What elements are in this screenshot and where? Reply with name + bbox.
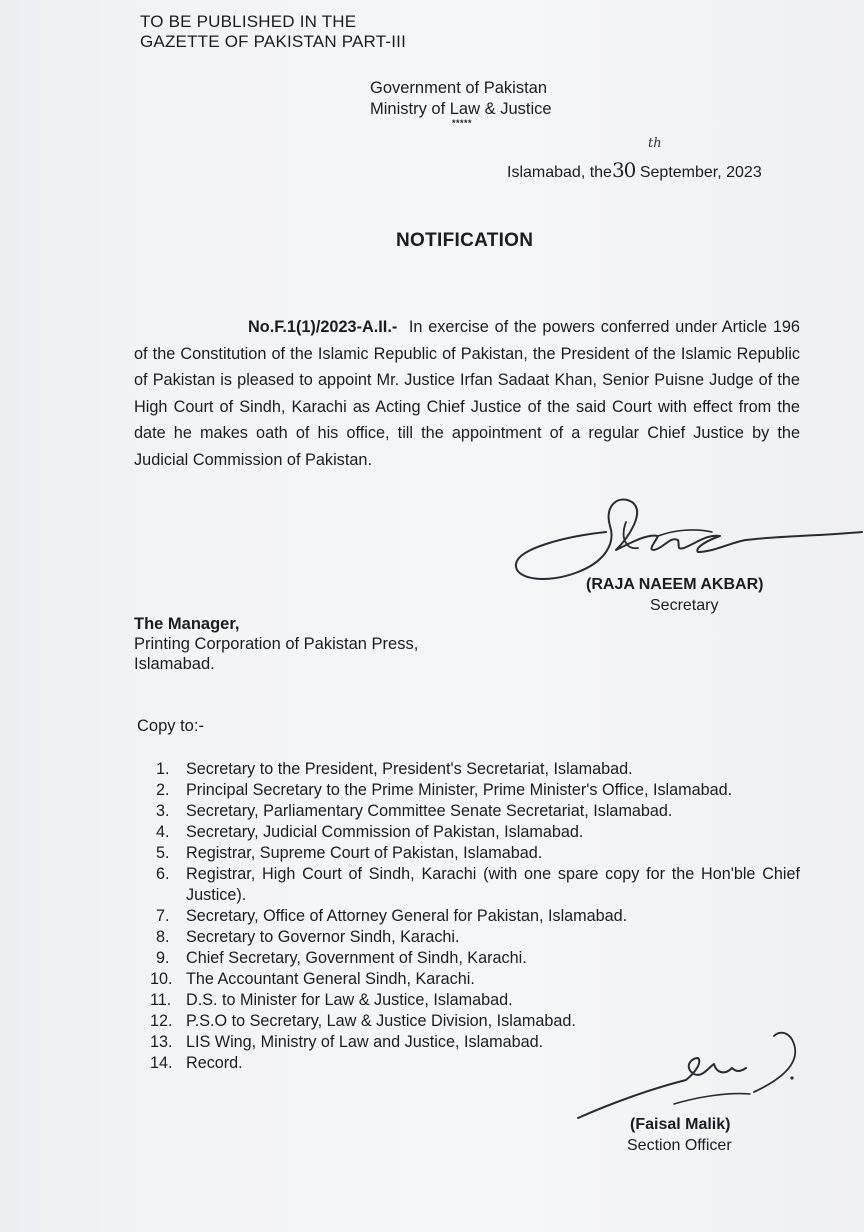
document-title: NOTIFICATION <box>396 230 534 251</box>
date-prefix: Islamabad, the <box>507 164 612 181</box>
list-item: 14. Record. <box>150 1054 243 1072</box>
list-item: 13. LIS Wing, Ministry of Law and Justice, Islamabad. <box>150 1033 544 1051</box>
date-suffix: September, 2023 <box>639 164 762 181</box>
copy-to-label: Copy to:- <box>137 717 204 735</box>
list-item: 10. The Accountant General Sindh, Karachi. <box>150 970 475 988</box>
list-item: 7. Secretary, Office of Attorney General for Pakistan, Islamabad. <box>156 907 628 925</box>
list-item: 5. Registrar, Supreme Court of Pakistan, Islamabad. <box>156 844 543 862</box>
date-day-handwritten: 30 <box>611 158 636 182</box>
secretary-designation: Secretary <box>650 597 719 614</box>
section-officer-signature <box>574 1022 814 1122</box>
issue-date <box>507 136 762 182</box>
section-officer-name: (Faisal Malik) <box>630 1116 731 1133</box>
addressee-block <box>134 614 418 674</box>
addressee-line-2: Printing Corporation of Pakistan Press, <box>134 635 419 653</box>
addressee-line-3: Islamabad. <box>134 655 215 673</box>
issuer-block <box>370 78 552 120</box>
list-item: 3. Secretary, Parliamentary Committee Senate Secretariat, Islamabad. <box>156 802 673 820</box>
separator-stars: ***** <box>452 118 473 128</box>
list-item: 12. P.S.O to Secretary, Law & Justice Division, Islamabad. <box>150 1012 576 1030</box>
ministry-name: Ministry of Law & Justice <box>370 100 552 118</box>
list-item: 8. Secretary to Governor Sindh, Karachi. <box>156 928 460 946</box>
date-day-suffix: th <box>648 136 662 151</box>
list-item: 11. D.S. to Minister for Law & Justice, Islamabad. <box>150 991 513 1009</box>
notification-body <box>134 314 800 474</box>
gazette-header <box>140 12 406 52</box>
secretary-name: (RAJA NAEEM AKBAR) <box>586 576 764 593</box>
list-item: 4. Secretary, Judicial Commission of Pakistan, Islamabad. <box>156 823 584 841</box>
list-item: 1. Secretary to the President, President's Secretariat, Islamabad. <box>156 760 633 778</box>
addressee-line-1: The Manager, <box>134 615 240 633</box>
gazette-line-2: GAZETTE OF PAKISTAN PART-III <box>140 32 406 51</box>
list-item: 2. Principal Secretary to the Prime Minister, Prime Minister's Office, Islamabad. <box>156 781 733 799</box>
notification-reference: No.F.1(1)/2023-A.II.- <box>248 318 398 336</box>
gazette-line-1: TO BE PUBLISHED IN THE <box>140 12 357 31</box>
government-name: Government of Pakistan <box>370 79 548 97</box>
section-officer-designation: Section Officer <box>627 1137 732 1154</box>
list-item: 6. Registrar, High Court of Sindh, Karachi (with one spare copy for the Hon'ble Chief Justice). <box>156 865 800 904</box>
list-item: 9. Chief Secretary, Government of Sindh, Karachi. <box>156 949 527 967</box>
notification-text: In exercise of the powers conferred under Article 196 of the Constitution of the Islamic Republic of Pakistan, the President of the Islamic Republic of Pakistan is pleased to appoint Mr. Justice Irfan Sadaat Khan, Senior Puisne Judge of the High Court of Sindh, Karachi as Acting Chief Justice of the said Court with effect from the date he makes oath of his office, till the appointment of a regular Chief Justice by the Judicial Commission of Pakistan. <box>134 318 800 469</box>
secretary-signature <box>508 492 864 588</box>
